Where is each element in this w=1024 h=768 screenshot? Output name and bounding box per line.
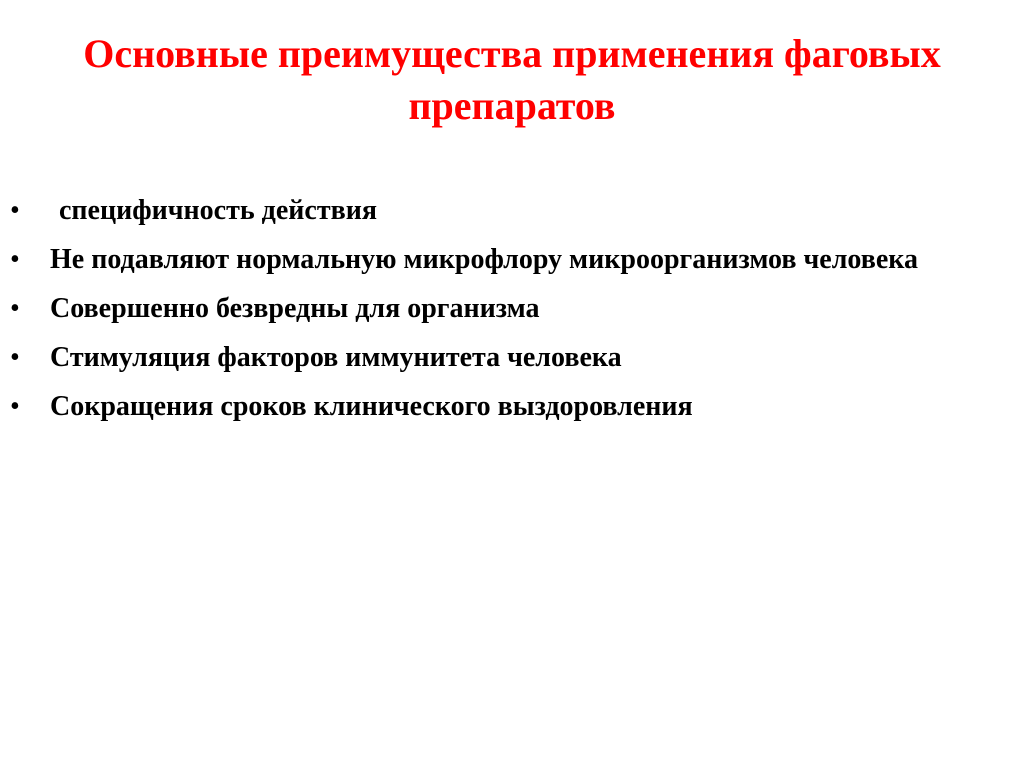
bullet-icon: • [10,293,20,324]
list-item-text: Совершенно безвредны для организма [50,293,540,324]
bullet-icon: • [10,342,20,373]
list-item [10,191,1010,231]
slide-title: Основные преимущества применения фаговых препаратов [83,31,941,128]
list-item [10,387,1010,427]
bullet-icon: • [10,195,20,226]
list-item [10,240,1010,280]
bullet-icon: • [10,244,20,275]
list-item-text: специфичность действия [59,195,377,226]
list-item-text: Сокращения сроков клинического выздоровления [50,391,693,422]
list-item-text: Не подавляют нормальную микрофлору микроорганизмов человека [50,244,918,275]
list-item [10,338,1010,378]
bullet-icon: • [10,391,20,422]
bullet-list [10,191,1010,436]
list-item-text: Стимуляция факторов иммунитета человека [50,342,622,373]
list-item [10,289,1010,329]
